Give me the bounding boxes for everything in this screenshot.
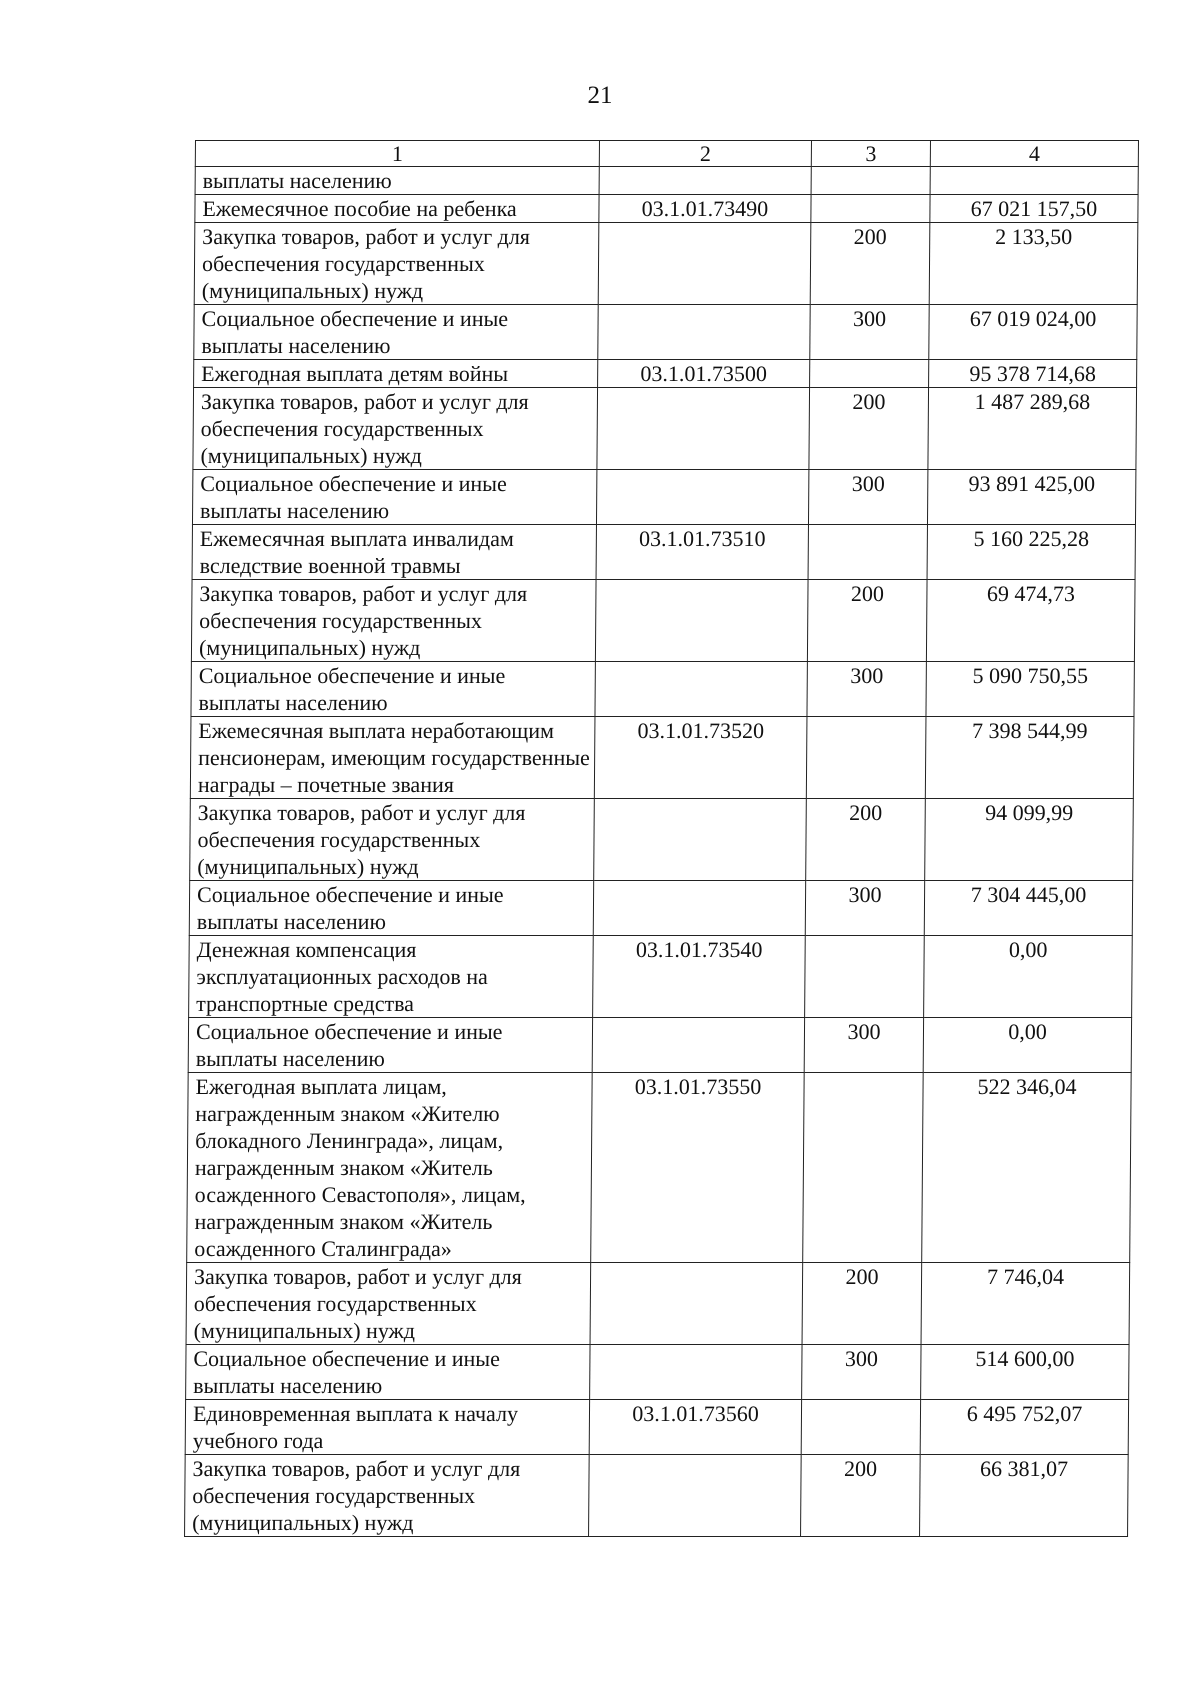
- amount: 67 021 157,50: [930, 195, 1138, 223]
- item-name: Социальное обеспечение и иные выплаты населению: [194, 305, 598, 360]
- target-code: [598, 223, 811, 305]
- expense-type: [803, 1073, 923, 1263]
- expense-type: 300: [802, 1345, 921, 1400]
- item-name: Социальное обеспечение и иные выплаты населению: [191, 662, 595, 717]
- amount: 95 378 714,68: [929, 360, 1137, 388]
- table-row: [185, 1400, 1128, 1455]
- table-row: [195, 195, 1138, 223]
- amount: 66 381,07: [920, 1455, 1129, 1537]
- amount: 522 346,04: [922, 1073, 1131, 1263]
- table-row: [188, 1018, 1131, 1073]
- table-row: [193, 388, 1137, 470]
- item-name: Ежемесячная выплата неработающим пенсионерам, имеющим государственные награды – почетные звания: [190, 717, 595, 799]
- amount: 514 600,00: [921, 1345, 1129, 1400]
- amount: 93 891 425,00: [927, 470, 1135, 525]
- amount: 7 398 544,99: [925, 717, 1134, 799]
- target-code: [594, 799, 807, 881]
- item-name: Закупка товаров, работ и услуг для обеспечения государственных (муниципальных) нужд: [190, 799, 595, 881]
- target-code: [595, 662, 807, 717]
- expense-type: 200: [807, 580, 927, 662]
- column-header: 2: [599, 141, 811, 167]
- expense-type: 300: [808, 470, 927, 525]
- item-name: Ежемесячное пособие на ребенка: [195, 195, 599, 223]
- target-code: [596, 470, 808, 525]
- item-name: Ежегодная выплата лицам, награжденным знаком «Жителю блокадного Ленинграда», лицам, награжденным знаком «Житель осажденного Севастополя», лицам, награжденным знаком «Житель осажденного Сталинграда»: [187, 1073, 592, 1263]
- column-header: 1: [195, 141, 599, 167]
- amount: 94 099,99: [925, 799, 1134, 881]
- expense-type: [808, 525, 927, 580]
- table-row: [194, 360, 1137, 388]
- expense-type: 200: [802, 1263, 922, 1345]
- expense-type: 200: [801, 1455, 921, 1537]
- amount: 1 487 289,68: [928, 388, 1137, 470]
- item-name: Ежемесячная выплата инвалидам вследствие военной травмы: [192, 525, 596, 580]
- table-row: [192, 525, 1135, 580]
- table-row: [189, 881, 1132, 936]
- amount: 0,00: [923, 1018, 1131, 1073]
- item-name: Социальное обеспечение и иные выплаты населению: [192, 470, 596, 525]
- amount: 6 495 752,07: [920, 1400, 1128, 1455]
- table-row: [190, 799, 1134, 881]
- table-row: [185, 1455, 1129, 1537]
- expense-type: [811, 167, 930, 195]
- item-name: выплаты населению: [195, 167, 599, 195]
- item-name: Закупка товаров, работ и услуг для обеспечения государственных (муниципальных) нужд: [194, 223, 599, 305]
- item-name: Закупка товаров, работ и услуг для обеспечения государственных (муниципальных) нужд: [185, 1455, 590, 1537]
- amount: 5 090 750,55: [926, 662, 1134, 717]
- expense-type: 300: [804, 1018, 923, 1073]
- table-row: [186, 1263, 1130, 1345]
- expense-type: 200: [806, 799, 926, 881]
- target-code: 03.1.01.73540: [593, 936, 806, 1018]
- target-code: [597, 388, 810, 470]
- column-header: 3: [811, 141, 930, 167]
- amount: 69 474,73: [926, 580, 1135, 662]
- target-code: [599, 167, 811, 195]
- item-name: Единовременная выплата к началу учебного года: [185, 1400, 589, 1455]
- expense-type: 300: [810, 305, 929, 360]
- target-code: 03.1.01.73550: [591, 1073, 804, 1263]
- expense-type: 300: [805, 881, 924, 936]
- table-row: [192, 470, 1135, 525]
- table-row: [194, 305, 1137, 360]
- item-name: Закупка товаров, работ и услуг для обеспечения государственных (муниципальных) нужд: [186, 1263, 591, 1345]
- amount: 7 746,04: [921, 1263, 1130, 1345]
- column-header: 4: [930, 141, 1138, 167]
- target-code: [593, 881, 805, 936]
- target-code: [589, 1455, 802, 1537]
- page-number: 21: [587, 82, 613, 109]
- table-row: [187, 1073, 1131, 1263]
- table-row: [195, 167, 1138, 195]
- expense-type: [801, 1400, 920, 1455]
- expense-type: 200: [809, 388, 929, 470]
- amount: 67 019 024,00: [929, 305, 1137, 360]
- budget-table: [184, 140, 1139, 1537]
- item-name: Социальное обеспечение и иные выплаты населению: [188, 1018, 592, 1073]
- table-row: [190, 717, 1134, 799]
- amount: 2 133,50: [929, 223, 1138, 305]
- item-name: Социальное обеспечение и иные выплаты населению: [189, 881, 593, 936]
- table-row: [191, 662, 1134, 717]
- expense-type: 200: [810, 223, 930, 305]
- table-row: [194, 223, 1138, 305]
- item-name: Ежегодная выплата детям войны: [194, 360, 598, 388]
- target-code: 03.1.01.73500: [598, 360, 810, 388]
- target-code: [598, 305, 810, 360]
- item-name: Социальное обеспечение и иные выплаты населению: [186, 1345, 590, 1400]
- expense-type: [811, 195, 930, 223]
- target-code: 03.1.01.73560: [589, 1400, 801, 1455]
- table-row: [189, 936, 1133, 1018]
- table-row: [191, 580, 1135, 662]
- expense-type: 300: [807, 662, 926, 717]
- table-header-row: [195, 141, 1138, 167]
- target-code: [595, 580, 808, 662]
- target-code: [590, 1263, 803, 1345]
- target-code: [590, 1345, 802, 1400]
- amount: 5 160 225,28: [927, 525, 1135, 580]
- amount: 0,00: [924, 936, 1133, 1018]
- item-name: Закупка товаров, работ и услуг для обеспечения государственных (муниципальных) нужд: [193, 388, 598, 470]
- target-code: 03.1.01.73490: [599, 195, 811, 223]
- item-name: Денежная компенсация эксплуатационных расходов на транспортные средства: [189, 936, 594, 1018]
- item-name: Закупка товаров, работ и услуг для обеспечения государственных (муниципальных) нужд: [191, 580, 596, 662]
- table-row: [186, 1345, 1129, 1400]
- expense-type: [805, 936, 925, 1018]
- target-code: 03.1.01.73520: [594, 717, 807, 799]
- expense-type: [810, 360, 929, 388]
- amount: 7 304 445,00: [924, 881, 1132, 936]
- target-code: 03.1.01.73510: [596, 525, 808, 580]
- expense-type: [806, 717, 926, 799]
- amount: [930, 167, 1138, 195]
- target-code: [592, 1018, 804, 1073]
